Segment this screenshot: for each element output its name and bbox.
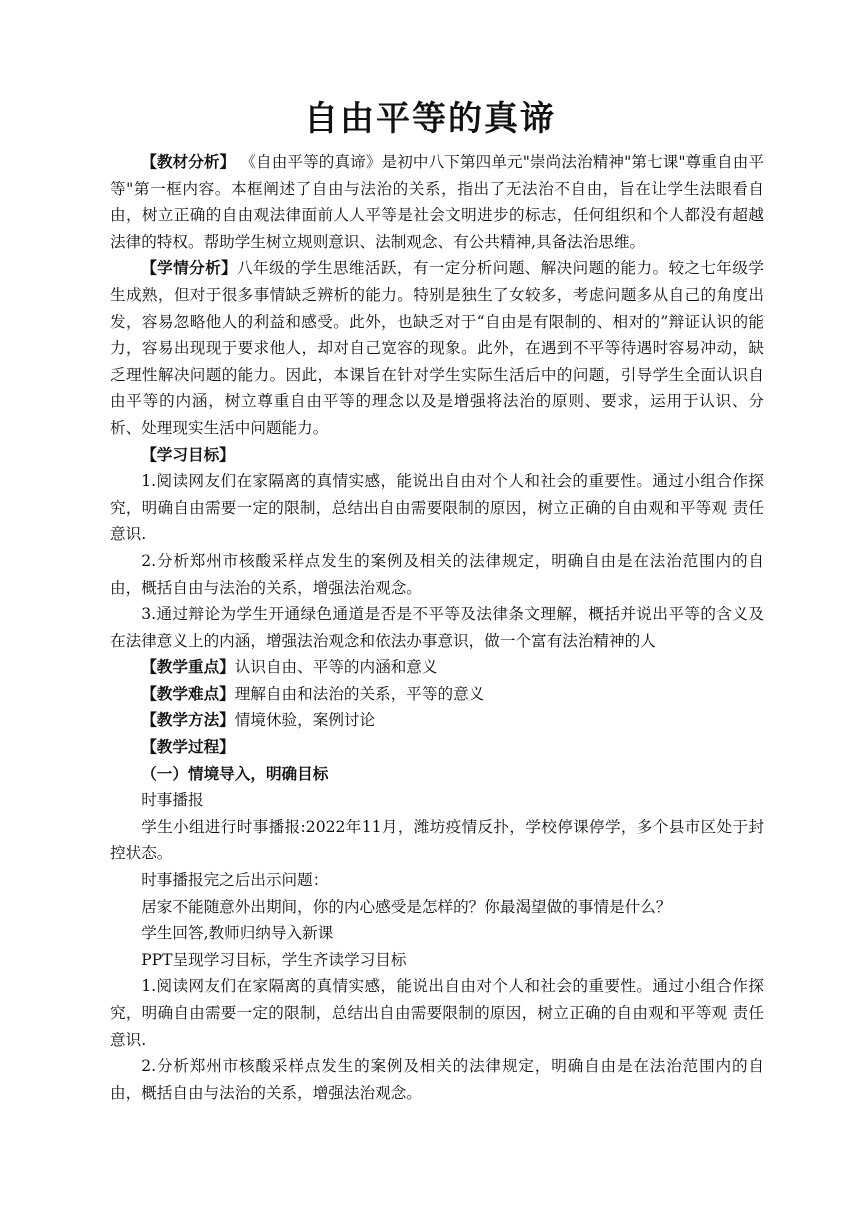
learning-goal-item: 3.通过辩论为学生开通绿色通道是否是不平等及法律条文理解，概括并说出平等的含义及在法律意义上的内涵，增强法治观念和依法办事意识，做一个富有法治精神的人 bbox=[110, 605, 764, 650]
teaching-method-text: 情境休验，案例讨论 bbox=[234, 711, 376, 730]
step1-line: 居家不能随意外出期间，你的内心感受是怎样的？你最渴望做的事情是什么？ bbox=[141, 897, 672, 916]
step1-line: 时事播报完之后出示问题： bbox=[141, 871, 329, 890]
step1-line: 2.分析郑州市核酸采样点发生的案例及相关的法律规定，明确自由是在法治范围内的自由，概括自由与法治的关系，增强法治观念。 bbox=[110, 1057, 764, 1102]
step1-line: PPT呈现学习目标，学生齐读学习目标 bbox=[141, 950, 407, 969]
learner-analysis-text: 八年级的学生思维活跃，有一定分析问题、解决问题的能力。较之七年级学生成熟，但对于很多事情缺乏辨析的能力。特别是独生了女较多，考虑问题多从自己的角度出发，容易忽略他人的利益和感受。此外，也缺乏对于“自由是有限制的、相对的”辩证认识的能力，容易出现现于要求他人，却对自己宽容的现象。此外，在遇到不平等待遇时容易冲动，缺乏理性解决问题的能力。因此，本课旨在针对学生实际生活后中的问题，引导学生全面认识自由平等的内涵，树立尊重自由平等的理念以及是增强将法治的原则、要求，运用于认识、分析、处理现实生活中问题能力。 bbox=[110, 259, 764, 437]
learner-analysis-label: 【学情分析】 bbox=[141, 259, 238, 278]
step1-line: 1.阅读网友们在家隔离的真情实感，能说出自由对个人和社会的重要性。通过小组合作探究，明确自由需要一定的限制，总结出自由需要限制的原因，树立正确的自由观和平等观 责任意识. bbox=[110, 977, 764, 1049]
teaching-method-label: 【教学方法】 bbox=[141, 711, 235, 730]
material-analysis-paragraph bbox=[110, 149, 764, 255]
document-body bbox=[110, 149, 764, 1106]
learning-goal-item: 2.分析郑州市核酸采样点发生的案例及相关的法律规定，明确自由是在法治范围内的自由，概括自由与法治的关系，增强法治观念。 bbox=[110, 551, 764, 597]
learning-goal-item: 1.阅读网友们在家隔离的真情实感，能说出自由对个人和社会的重要性。通过小组合作探究，明确自由需要一定的限制，总结出自由需要限制的原因，树立正确的自由观和平等观 责任意识. bbox=[110, 472, 764, 544]
teaching-process-heading: 【教学过程】 bbox=[141, 738, 235, 757]
teaching-key-text: 认识自由、平等的内涵和意义 bbox=[234, 658, 438, 677]
teaching-difficulty-paragraph bbox=[110, 681, 764, 708]
material-analysis-text: 《自由平等的真谛》是初中八下第四单元"崇尚法治精神"第七课"尊重自由平等"第一框内容。本框阐述了自由与法治的关系，指出了无法治不自由，旨在让学生法眼看自由，树立正确的自由观法律面前人人平等是社会文明进步的标志，任何组织和个人都没有超越法律的特权。帮助学生树立规则意识、法制观念、有公共精神,具备法治思维。 bbox=[110, 153, 764, 251]
step1-line: 学生回答,教师归纳导入新课 bbox=[141, 924, 334, 943]
learner-analysis-paragraph bbox=[110, 255, 764, 441]
document-title: 自由平等的真谛 bbox=[304, 99, 556, 139]
teaching-difficulty-text: 理解自由和法治的关系，平等的意义 bbox=[234, 684, 485, 703]
teaching-key-label: 【教学重点】 bbox=[141, 658, 235, 677]
step1-heading: （一）情境导入，明确目标 bbox=[141, 764, 329, 783]
teaching-difficulty-label: 【教学难点】 bbox=[141, 684, 235, 703]
material-analysis-label: 【教材分析】 bbox=[141, 153, 236, 171]
step1-line: 学生小组进行时事播报:2022年11月，潍坊疫情反扑，学校停课停学，多个县市区处于封控状态。 bbox=[110, 817, 764, 863]
learning-goals-heading: 【学习目标】 bbox=[141, 445, 235, 464]
teaching-method-paragraph bbox=[110, 707, 764, 734]
step1-line: 时事播报 bbox=[141, 791, 204, 810]
teaching-key-paragraph bbox=[110, 654, 764, 681]
